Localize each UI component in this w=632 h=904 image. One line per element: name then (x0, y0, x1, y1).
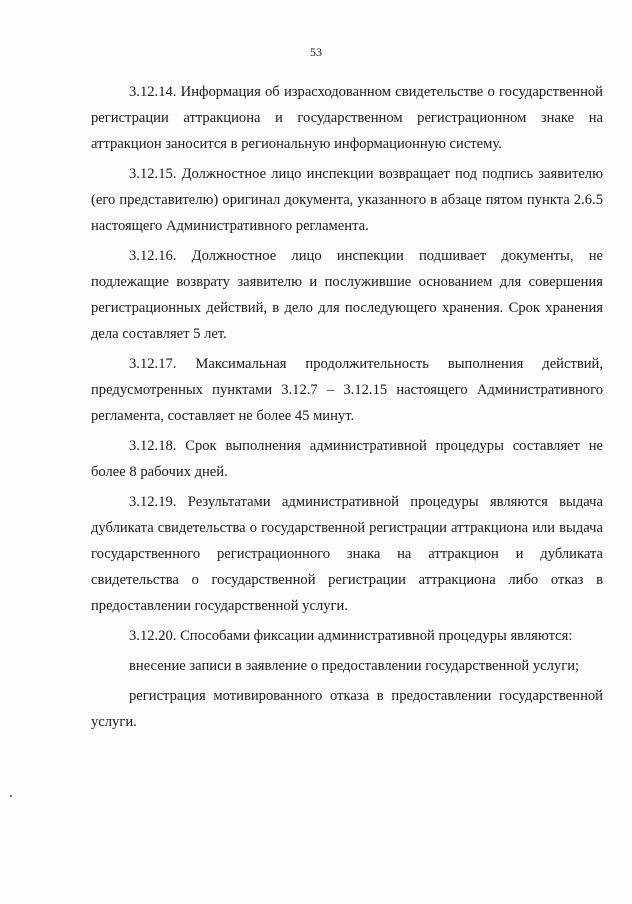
list-item-record-entry: внесение записи в заявление о предоставлении государственной услуги; (129, 658, 580, 674)
page-number: 53 (310, 45, 322, 59)
paragraph-3-12-16: 3.12.16. Должностное лицо инспекции подшивает документы, не подлежащие возврату заявителю и послужившие основанием для совершения регистрационных действий, в дело для последующего хранения. Срок хранения дела составляет 5 лет. (91, 248, 603, 342)
document-body (91, 79, 603, 735)
paragraph-3-12-15: 3.12.15. Должностное лицо инспекции возвращает под подпись заявителю (его представителю) оригинал документа, указанного в абзаце пятом пункта 2.6.5 настоящего Административного регламента. (91, 166, 603, 234)
list-item-refusal-registration: регистрация мотивированного отказа в предоставлении государственной услуги. (91, 688, 603, 730)
paragraph-3-12-19: 3.12.19. Результатами административной процедуры являются выдача дубликата свидетельства о государственной регистрации аттракциона или выдача государственного регистрационного знака на аттракцион и дубликата свидетельства о государственной регистрации аттракциона либо отказ в предоставлении государственной услуги. (91, 494, 603, 614)
paragraph-3-12-18: 3.12.18. Срок выполнения административной процедуры составляет не более 8 рабочих дней. (91, 438, 603, 480)
paragraph-3-12-17: 3.12.17. Максимальная продолжительность выполнения действий, предусмотренных пунктами 3.12.7 – 3.12.15 настоящего Административного регламента, составляет не более 45 минут. (91, 356, 603, 424)
paragraph-3-12-20: 3.12.20. Способами фиксации административной процедуры являются: (129, 628, 573, 644)
scan-speck (10, 795, 12, 797)
paragraph-3-12-14: 3.12.14. Информация об израсходованном свидетельстве о государственной регистрации аттракциона и государственном регистрационном знаке на аттракцион заносится в региональную информационную систему. (91, 84, 603, 152)
